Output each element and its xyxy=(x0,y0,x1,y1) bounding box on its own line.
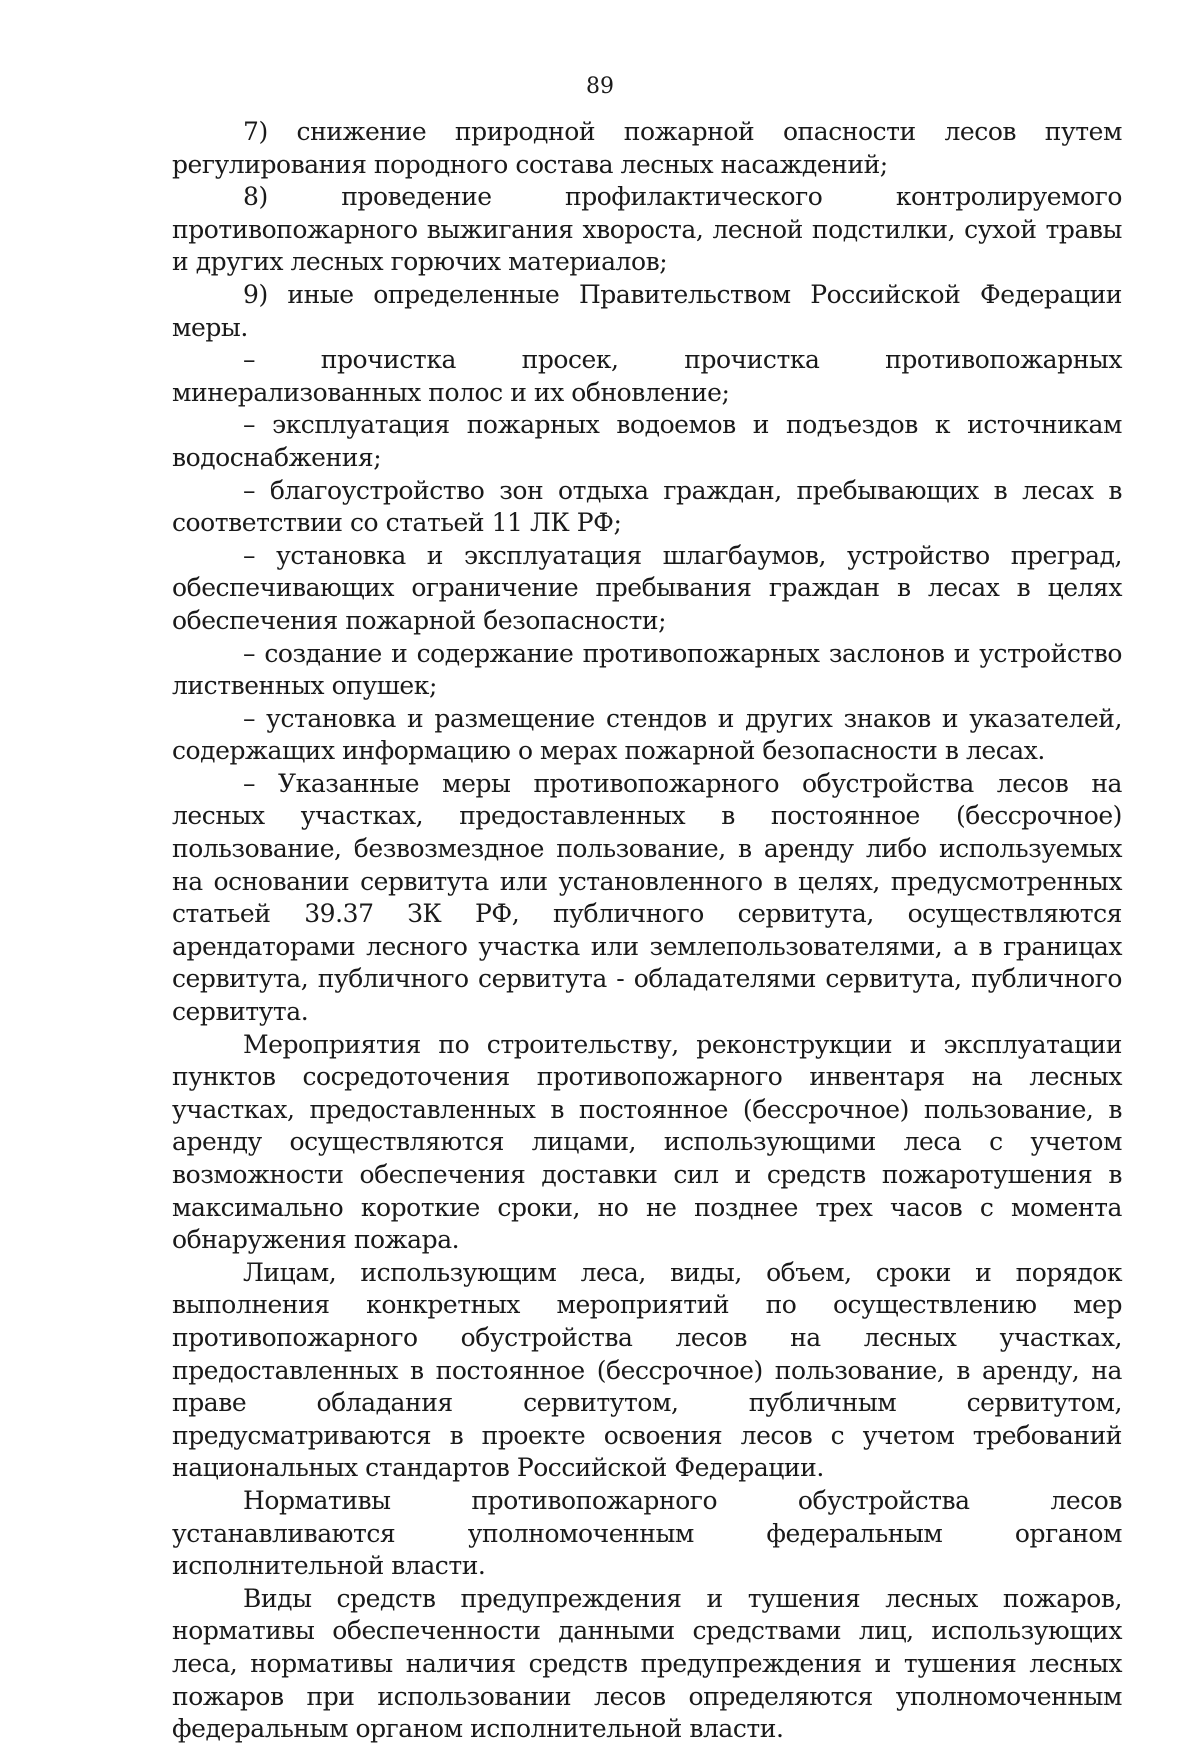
bullet-item-water-sources: – эксплуатация пожарных водоемов и подъездов к источникам водоснабжения; xyxy=(172,410,1122,472)
paragraph-standards: Нормативы противопожарного обустройства лесов устанавливаются уполномоченным федеральным органом исполнительной власти. xyxy=(172,1485,1122,1581)
bullet-item-responsibility: – Указанные меры противопожарного обустройства лесов на лесных участках, предоставленных в постоянное (бессрочное) пользование, безвозмездное пользование, в аренду либо используемых на основании сервитута или установленного в целях, предусмотренных статьей 39.37 ЗК РФ, публичного сервитута, осуществляются арендаторами лесного участка или землепользователями, а в границах сервитута, публичного сервитута - обладателями сервитута, публичного сервитута. xyxy=(172,768,1122,1027)
paragraph-item-9: 9) иные определенные Правительством Российской Федерации меры. xyxy=(172,279,1122,342)
paragraph-equipment-points: Мероприятия по строительству, реконструкции и эксплуатации пунктов сосредоточения противопожарного инвентаря на лесных участках, предоставленных в постоянное (бессрочное) пользование, в аренду осуществляются лицами, использующими леса с учетом возможности обеспечения доставки сил и средств пожаротушения в максимально короткие сроки, но не позднее трех часов с момента обнаружения пожара. xyxy=(172,1029,1122,1255)
document-body xyxy=(172,116,1122,1746)
paragraph-means-types: Виды средств предупреждения и тушения лесных пожаров, нормативы обеспеченности данными средствами лиц, использующих леса, нормативы наличия средств предупреждения и тушения лесных пожаров при использовании лесов определяются уполномоченным федеральным органом исполнительной власти. xyxy=(172,1583,1122,1744)
bullet-item-clearing: – прочистка просек, прочистка противопожарных минерализованных полос и их обновление; xyxy=(172,345,1122,407)
bullet-item-firebreaks: – создание и содержание противопожарных заслонов и устройство лиственных опушек; xyxy=(172,638,1122,701)
bullet-item-signs: – установка и размещение стендов и других знаков и указателей, содержащих информацию о мерах пожарной безопасности в лесах. xyxy=(172,703,1122,766)
paragraph-item-7: 7) снижение природной пожарной опасности лесов путем регулирования породного состава лесных насаждений; xyxy=(172,117,1122,179)
bullet-item-barriers: – установка и эксплуатация шлагбаумов, устройство преград, обеспечивающих ограничение пребывания граждан в лесах в целях обеспечения пожарной безопасности; xyxy=(172,540,1122,635)
page-number: 89 xyxy=(586,74,614,99)
paragraph-forest-development: Лицам, использующим леса, виды, объем, сроки и порядок выполнения конкретных мероприятий по осуществлению мер противопожарного обустройства лесов на лесных участках, предоставленных в постоянное (бессрочное) пользование, в аренду, на праве обладания сервитутом, публичным сервитутом, предусматриваются в проекте освоения лесов с учетом требований национальных стандартов Российской Федерации. xyxy=(172,1257,1122,1483)
bullet-item-recreation-zones: – благоустройство зон отдыха граждан, пребывающих в лесах в соответствии со статьей 11 ЛК РФ; xyxy=(172,475,1122,538)
paragraph-item-8: 8) проведение профилактического контролируемого противопожарного выжигания хвороста, лесной подстилки, сухой травы и других лесных горючих материалов; xyxy=(172,182,1122,277)
